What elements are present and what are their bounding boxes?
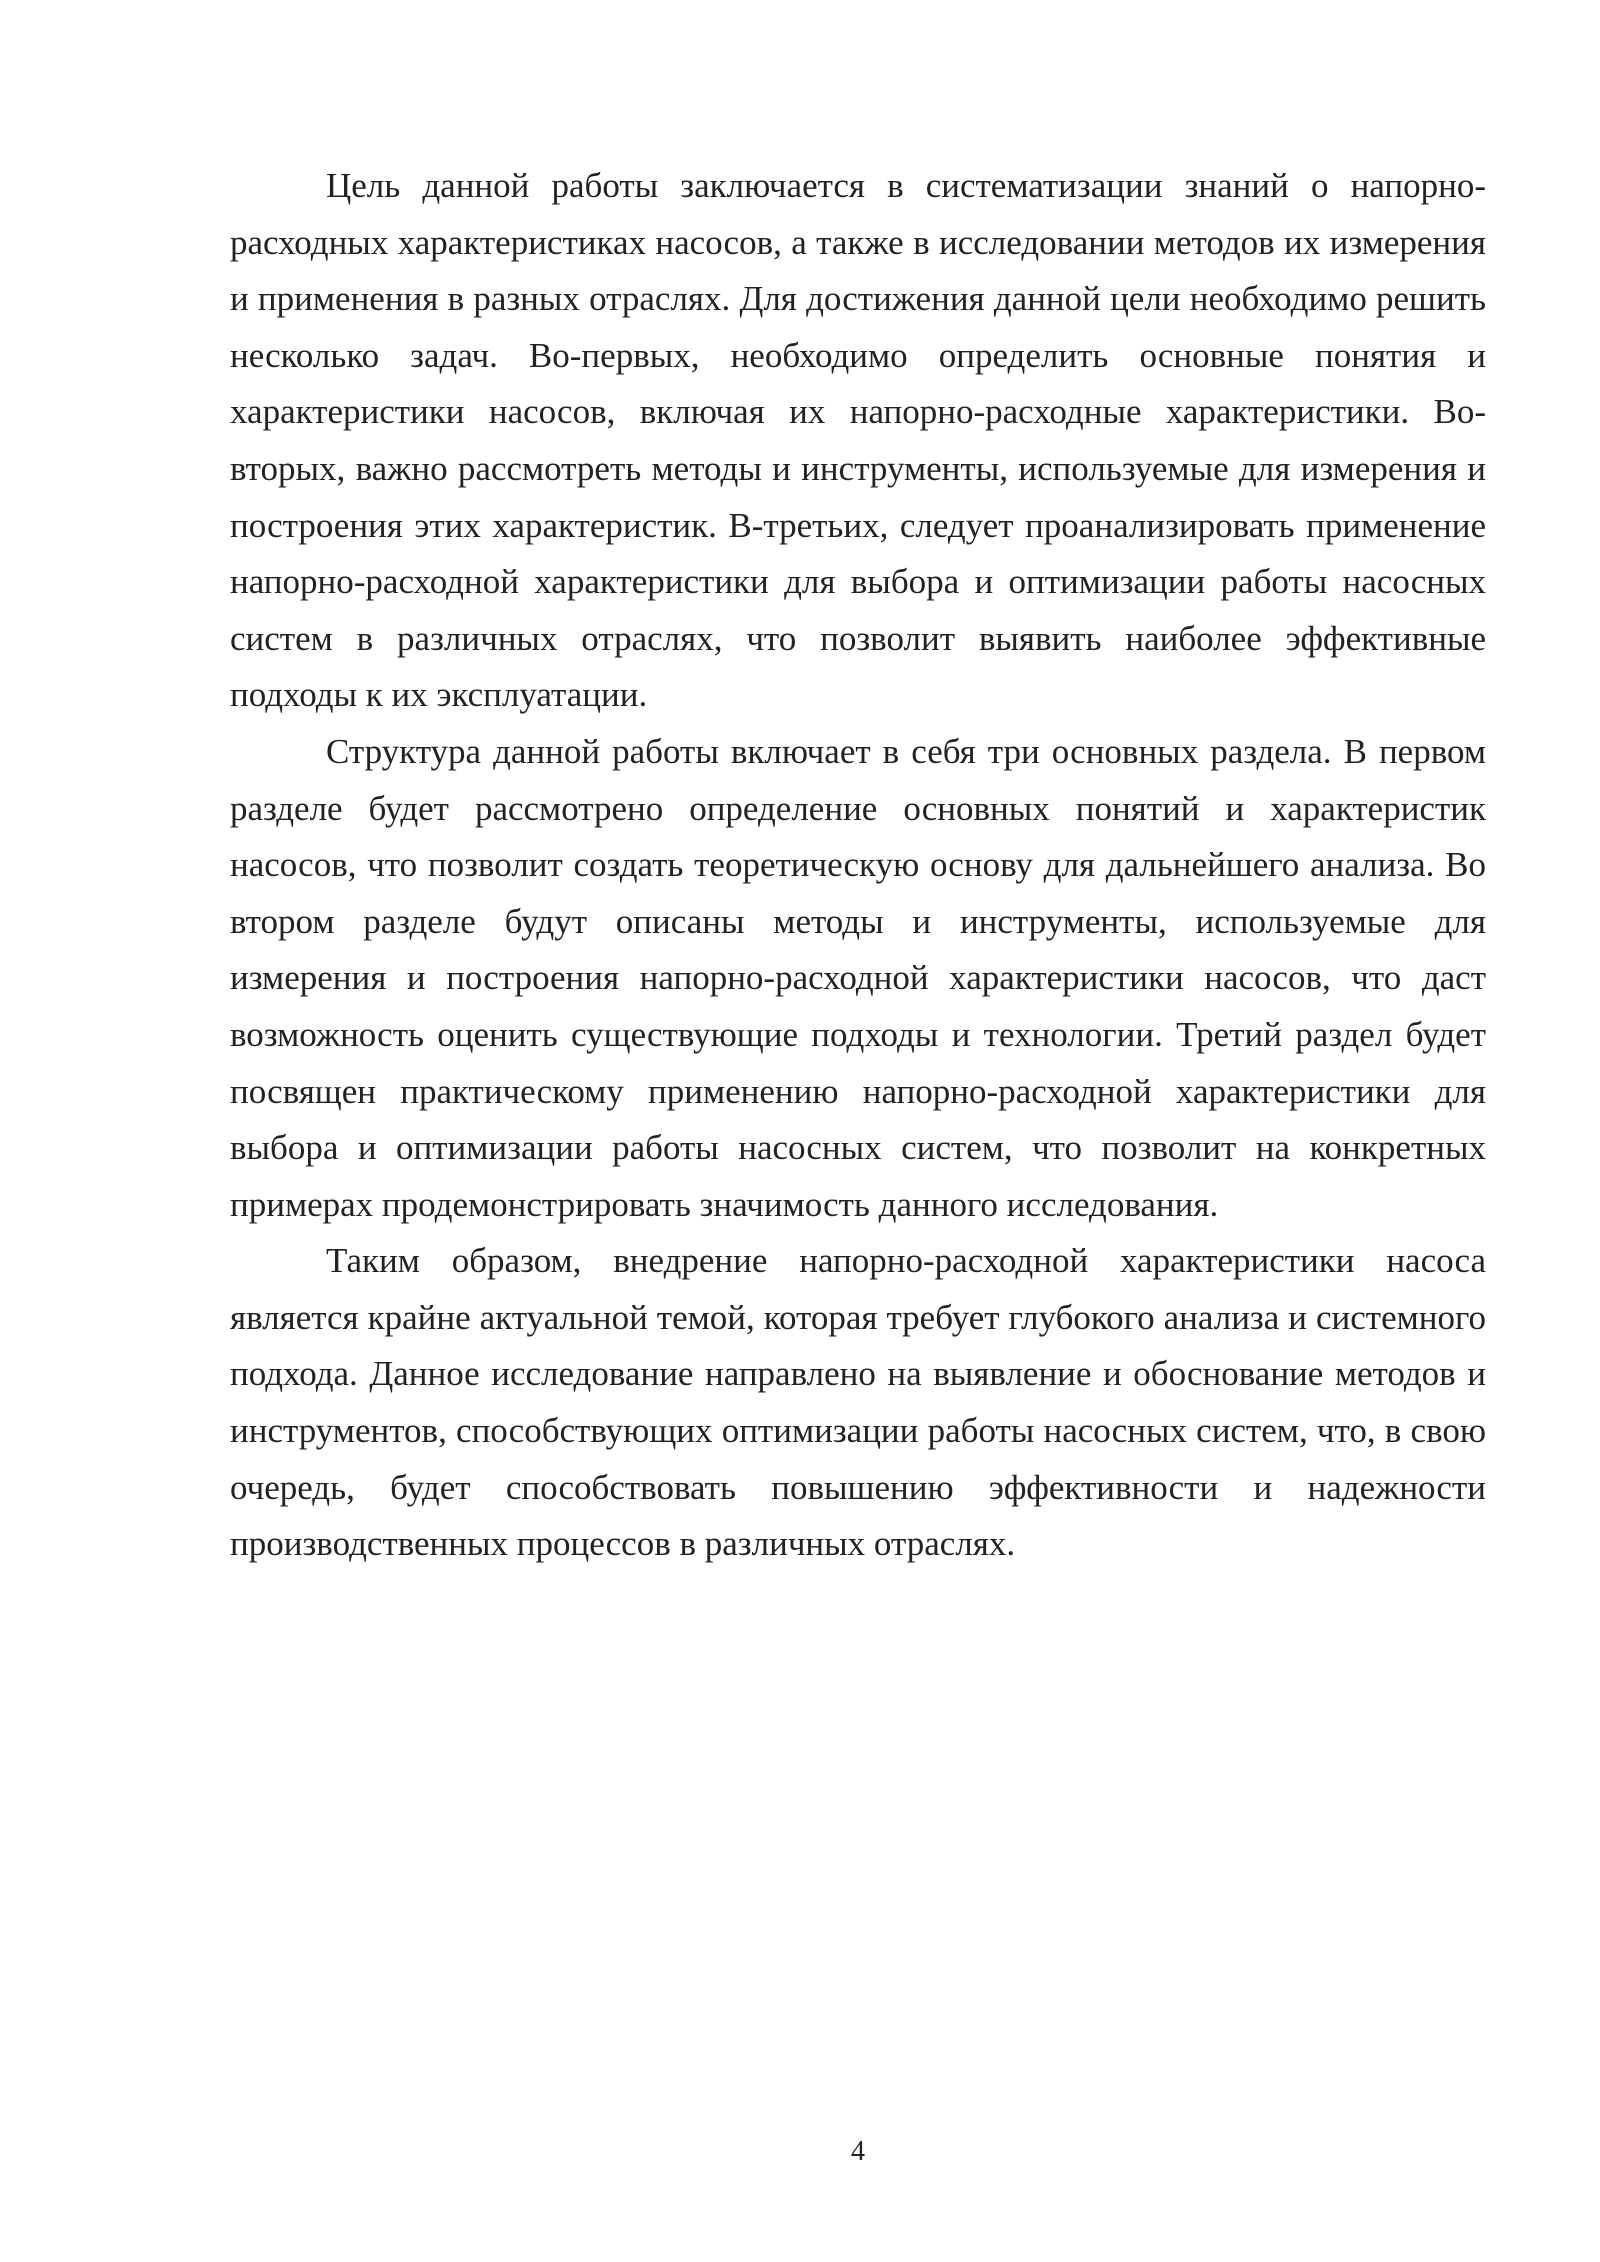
paragraph-conclusion: Таким образом, внедрение напорно-расходной характеристики насоса является крайне актуальной темой, которая требует глубокого анализа и системного подхода. Данное исследование направлено на выявление и обоснование методов и инструментов, способствующих оптимизации работы насосных систем, что, в свою очередь, будет способствовать повышению эффективности и надежности производственных процессов в различных отраслях. xyxy=(230,1241,1486,1564)
paragraph-structure: Структура данной работы включает в себя три основных раздела. В первом разделе будет рассмотрено определение основных понятий и характеристик насосов, что позволит создать теоретическую основу для дальнейшего анализа. Во втором разделе будут описаны методы и инструменты, используемые для измерения и построения напорно-расходной характеристики насосов, что даст возможность оценить существующие подходы и технологии. Третий раздел будет посвящен практическому применению напорно-расходной характеристики для выбора и оптимизации работы насосных систем, что позволит на конкретных примерах продемонстрировать значимость данного исследования. xyxy=(230,731,1486,1224)
paragraph-purpose: Цель данной работы заключается в систематизации знаний о напорно-расходных характеристиках насосов, а также в исследовании методов их измерения и применения в разных отраслях. Для достижения данной цели необходимо решить несколько задач. Во-первых, необходимо определить основные понятия и характеристики насосов, включая их напорно-расходные характеристики. Во-вторых, важно рассмотреть методы и инструменты, используемые для измерения и построения этих характеристик. В-третьих, следует проанализировать применение напорно-расходной характеристики для выбора и оптимизации работы насосных систем в различных отраслях, что позволит выявить наиболее эффективные подходы к их эксплуатации. xyxy=(230,166,1486,715)
body-text xyxy=(230,158,1486,1573)
page-number: 4 xyxy=(851,2136,865,2167)
